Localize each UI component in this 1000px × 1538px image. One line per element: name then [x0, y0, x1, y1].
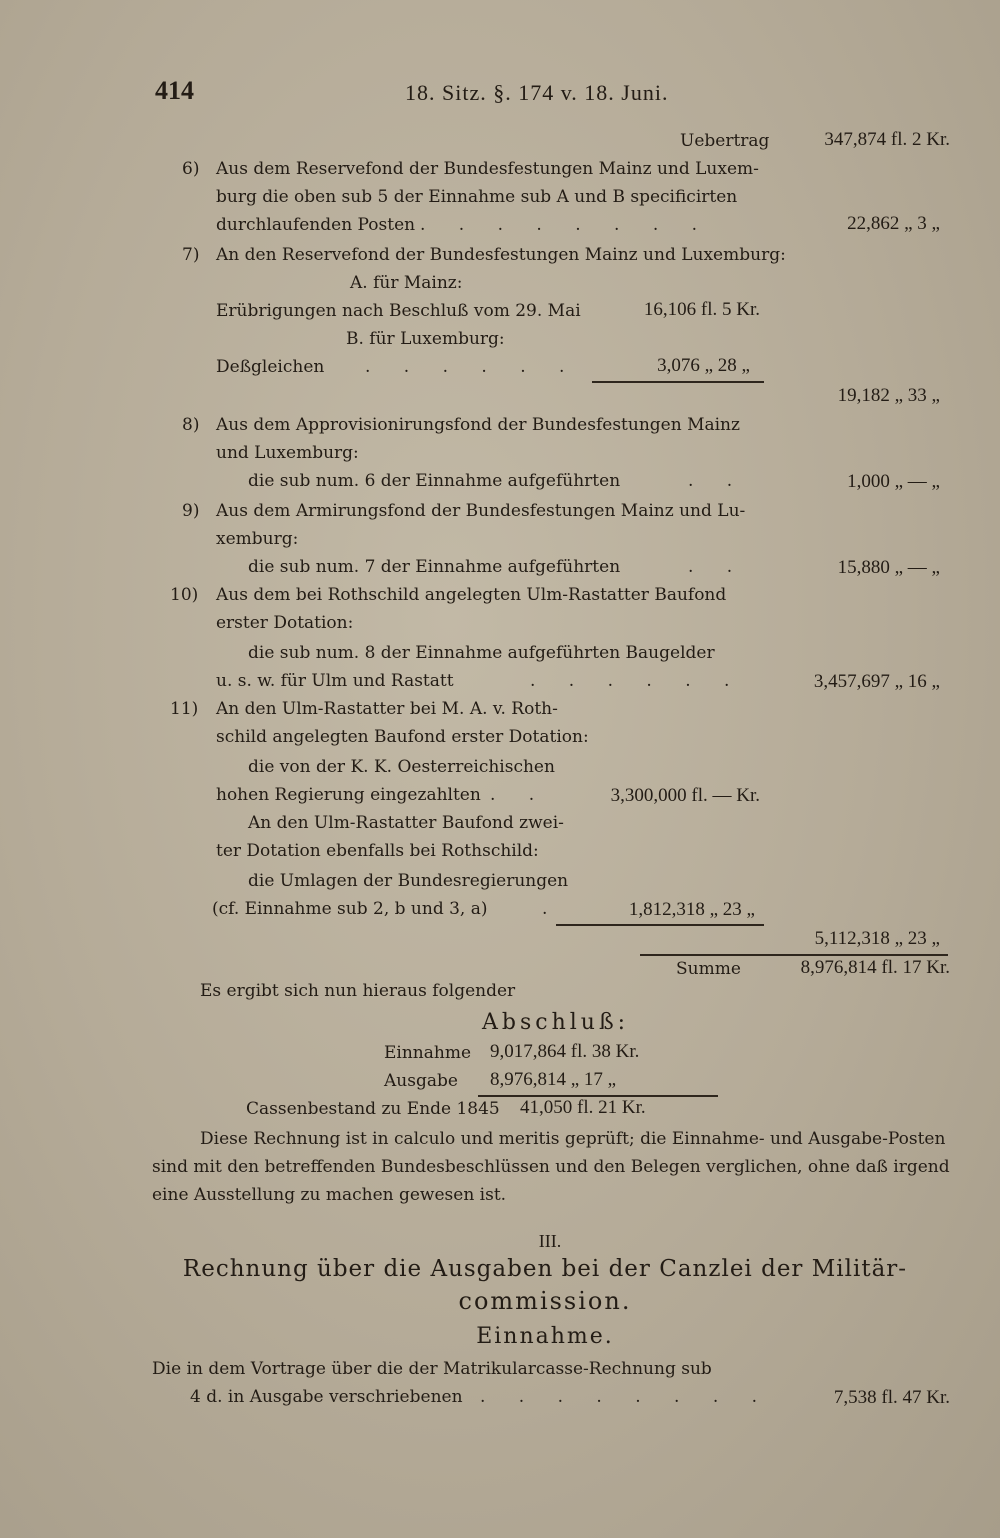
paragraph-line: Diese Rechnung ist in calculo und meritis geprüft; die Einnahme- und Ausgabe-Posten: [200, 1129, 946, 1149]
subtotal-rule: [592, 381, 764, 383]
leader-dots: . .: [688, 471, 747, 491]
item-11-line: die Umlagen der Bundesregierungen: [248, 871, 569, 891]
einnahme-amount: 9,017,864 fl. 38 Kr.: [490, 1041, 640, 1062]
section-line: 4 d. in Ausgabe verschriebenen: [190, 1387, 463, 1407]
section-subheading: Einnahme.: [476, 1324, 614, 1349]
summe-amount: 8,976,814 fl. 17 Kr.: [800, 957, 950, 978]
leader-dots: . . . . . .: [530, 671, 744, 691]
item-7-a-amount: 16,106 fl. 5 Kr.: [643, 299, 760, 320]
item-8-amount: 1,000 „ — „: [847, 471, 940, 492]
section-line: Die in dem Vortrage über die der Matrikularcasse-Rechnung sub: [152, 1359, 712, 1379]
item-6-line: Aus dem Reservefond der Bundesfestungen Mainz und Luxem-: [216, 159, 759, 179]
bestand-label: Cassenbestand zu Ende 1845: [246, 1099, 500, 1119]
bestand-amount: 41,050 fl. 21 Kr.: [520, 1097, 646, 1118]
item-11-line: An den Ulm-Rastatter bei M. A. v. Roth-: [216, 699, 558, 719]
paragraph-line: sind mit den betreffenden Bundesbeschlüssen und den Belegen verglichen, ohne daß irgend: [152, 1157, 950, 1177]
leader-dots: . . . . . . . .: [480, 1387, 772, 1407]
item-7-sub-b: B. für Luxemburg:: [346, 329, 505, 349]
item-9-number: 9): [182, 501, 200, 521]
conclusion-heading: Abschluß:: [482, 1010, 630, 1035]
running-header: 18. Sitz. §. 174 v. 18. Juni.: [405, 80, 669, 105]
ausgabe-amount: 8,976,814 „ 17 „: [490, 1069, 617, 1090]
item-6-line: burg die oben sub 5 der Einnahme sub A und B specificirten: [216, 187, 738, 207]
item-11-amount-2: 1,812,318 „ 23 „: [628, 899, 755, 920]
summe-label: Summe: [676, 959, 741, 979]
item-11-line: ter Dotation ebenfalls bei Rothschild:: [216, 841, 539, 861]
item-8-line: Aus dem Approvisionirungsfond der Bundesfestungen Mainz: [216, 415, 740, 435]
item-7-line: An den Reservefond der Bundesfestungen Mainz und Luxemburg:: [216, 245, 786, 265]
item-10-line: Aus dem bei Rothschild angelegten Ulm-Rastatter Baufond: [216, 585, 727, 605]
item-9-line: xemburg:: [216, 529, 299, 549]
item-6-line: durchlaufenden Posten: [216, 215, 416, 235]
einnahme-label: Einnahme: [384, 1043, 472, 1063]
item-11-line: hohen Regierung eingezahlten: [216, 785, 481, 805]
ausgabe-label: Ausgabe: [384, 1071, 458, 1091]
item-8-line: die sub num. 6 der Einnahme aufgeführten: [248, 471, 621, 491]
uebertrag-label: Uebertrag: [680, 131, 770, 151]
leader-dots: . .: [490, 785, 549, 805]
conclusion-intro: Es ergibt sich nun hieraus folgender: [200, 981, 516, 1001]
item-7-total: 19,182 „ 33 „: [837, 385, 940, 406]
item-10-amount: 3,457,697 „ 16 „: [813, 671, 940, 692]
section-numeral: III.: [538, 1231, 562, 1251]
section-title: commission.: [458, 1287, 632, 1315]
item-9-amount: 15,880 „ — „: [837, 557, 940, 578]
item-6-number: 6): [182, 159, 200, 179]
item-11-line: die von der K. K. Oesterreichischen: [248, 757, 555, 777]
item-11-line: (cf. Einnahme sub 2, b und 3, a): [212, 899, 488, 919]
item-11-line: schild angelegten Baufond erster Dotation:: [216, 727, 589, 747]
item-7-number: 7): [182, 245, 200, 265]
leader-dots: . .: [688, 557, 747, 577]
item-10-line: die sub num. 8 der Einnahme aufgeführten Baugelder: [248, 643, 715, 663]
item-7-a-text: Erübrigungen nach Beschluß vom 29. Mai: [216, 301, 581, 321]
page-number: 414: [155, 76, 194, 105]
item-8-line: und Luxemburg:: [216, 443, 359, 463]
leader-dots: .: [542, 899, 548, 919]
item-7-sub-a: A. für Mainz:: [350, 273, 463, 293]
item-9-line: Aus dem Armirungsfond der Bundesfestungen Mainz und Lu-: [216, 501, 746, 521]
item-10-line: erster Dotation:: [216, 613, 354, 633]
item-7-b-text: Deßgleichen: [216, 357, 325, 377]
section-amount: 7,538 fl. 47 Kr.: [833, 1387, 950, 1408]
leader-dots: . . . . . . . .: [420, 215, 712, 235]
sum-rule: [640, 954, 948, 956]
item-11-total: 5,112,318 „ 23 „: [814, 928, 940, 949]
section-title: Rechnung über die Ausgaben bei der Canzlei der Militär-: [182, 1256, 908, 1282]
uebertrag-amount: 347,874 fl. 2 Kr.: [824, 129, 950, 150]
item-11-line: An den Ulm-Rastatter Baufond zwei-: [248, 813, 564, 833]
item-8-number: 8): [182, 415, 200, 435]
item-6-amount: 22,862 „ 3 „: [847, 213, 940, 234]
item-11-number: 11): [170, 699, 199, 719]
leader-dots: . . . . . .: [365, 357, 579, 377]
item-11-amount-1: 3,300,000 fl. — Kr.: [610, 785, 760, 806]
item-10-line: u. s. w. für Ulm und Rastatt: [216, 671, 454, 691]
item-10-number: 10): [170, 585, 199, 605]
item-9-line: die sub num. 7 der Einnahme aufgeführten: [248, 557, 621, 577]
item-7-b-amount: 3,076 „ 28 „: [657, 355, 750, 376]
paragraph-line: eine Ausstellung zu machen gewesen ist.: [152, 1185, 507, 1205]
subtotal-rule: [556, 924, 764, 926]
